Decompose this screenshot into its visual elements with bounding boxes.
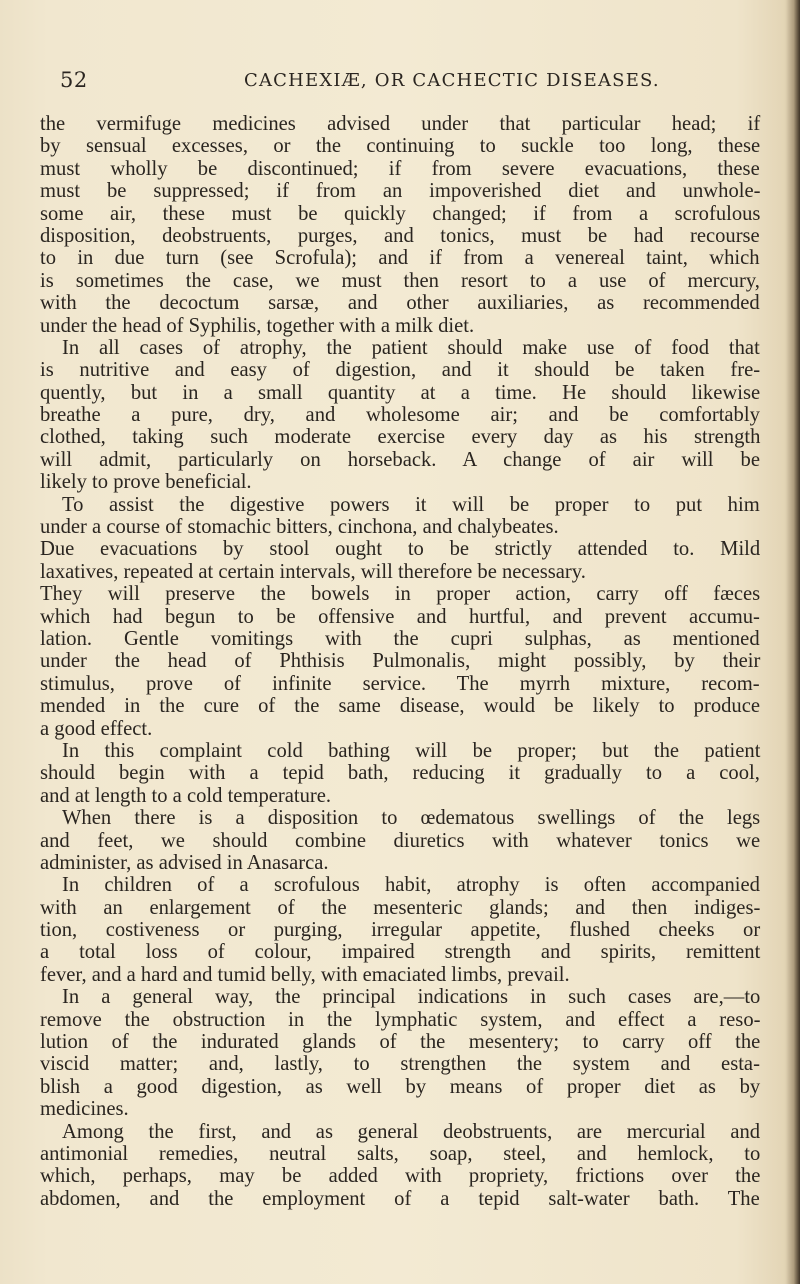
text-line: In this complaint cold bathing will be proper; but the patient xyxy=(62,739,761,762)
text-line: remove the obstruction in the lymphatic system, and effect a reso- xyxy=(40,1008,761,1031)
text-line: laxatives, repeated at certain intervals, will therefore be necessary. xyxy=(40,560,586,583)
text-line: to in due turn (see Scrofula); and if from a venereal taint, which xyxy=(40,247,760,270)
text-line: fever, and a hard and tumid belly, with emaciated limbs, prevail. xyxy=(40,963,570,986)
text-line: medicines. xyxy=(40,1098,129,1121)
text-line: and at length to a cold temperature. xyxy=(40,784,332,807)
text-line: In children of a scrofulous habit, atrophy is often accompanied xyxy=(62,874,760,897)
text-line: Among the first, and as general deobstruents, are mercurial and xyxy=(62,1120,761,1143)
text-line: by sensual excesses, or the continuing to suckle too long, these xyxy=(40,135,761,158)
text-line: under the head of Syphilis, together with a milk diet. xyxy=(40,314,475,337)
text-line: and feet, we should combine diuretics with whatever tonics we xyxy=(40,829,761,852)
text-line: stimulus, prove of infinite service. The myrrh mixture, recom- xyxy=(40,672,760,695)
text-line: with an enlargement of the mesenteric glands; and then indiges- xyxy=(40,896,761,919)
text-line: under a course of stomachic bitters, cinchona, and chalybeates. xyxy=(40,516,559,539)
text-line: In a general way, the principal indications in such cases are,—to xyxy=(62,986,761,1009)
text-line: abdomen, and the employment of a tepid salt-water bath. The xyxy=(40,1187,760,1210)
text-line: viscid matter; and, lastly, to strengthen the system and esta- xyxy=(40,1053,760,1076)
text-line: blish a good digestion, as well by means of proper diet as by xyxy=(40,1075,761,1098)
page-edge-shadow xyxy=(786,0,800,1284)
text-line: which had begun to be offensive and hurtful, and prevent accumu- xyxy=(40,605,760,628)
text-line: lution of the indurated glands of the mesentery; to carry off the xyxy=(40,1031,761,1054)
text-line: which, perhaps, may be added with propriety, frictions over the xyxy=(40,1165,761,1188)
running-head: CACHEXIÆ, OR CACHECTIC DISEASES. xyxy=(244,70,660,91)
text-line: antimonial remedies, neutral salts, soap, steel, and hemlock, to xyxy=(40,1142,761,1165)
text-line: To assist the digestive powers it will be proper to put him xyxy=(62,493,760,516)
text-line: breathe a pure, dry, and wholesome air; and be comfortably xyxy=(40,404,760,427)
text-line: In all cases of atrophy, the patient should make use of food that xyxy=(62,336,760,359)
text-line: is nutritive and easy of digestion, and it should be taken fre- xyxy=(40,359,761,382)
text-line: will admit, particularly on horseback. A change of air will be xyxy=(40,448,760,471)
text-line: a total loss of colour, impaired strength and spirits, remittent xyxy=(40,941,761,964)
text-line: lation. Gentle vomitings with the cupri sulphas, as mentioned xyxy=(40,627,760,650)
text-line: Due evacuations by stool ought to be strictly attended to. Mild xyxy=(40,538,761,561)
text-line: a good effect. xyxy=(40,717,153,740)
text-line: disposition, deobstruents, purges, and tonics, must be had recourse xyxy=(40,224,760,247)
text-line: clothed, taking such moderate exercise every day as his strength xyxy=(40,426,761,449)
page-number: 52 xyxy=(60,68,88,92)
text-line: under the head of Phthisis Pulmonalis, might possibly, by their xyxy=(40,650,761,673)
text-line: with the decoctum sarsæ, and other auxiliaries, as recommended xyxy=(40,292,760,315)
body-text xyxy=(40,113,760,1210)
page-header xyxy=(60,68,760,98)
text-line: is sometimes the case, we must then resort to a use of mercury, xyxy=(40,269,760,292)
text-line: must wholly be discontinued; if from severe evacuations, these xyxy=(40,157,760,180)
text-line: mended in the cure of the same disease, would be likely to produce xyxy=(40,695,760,718)
text-line: must be suppressed; if from an impoverished diet and unwhole- xyxy=(40,180,761,203)
text-line: tion, costiveness or purging, irregular appetite, flushed cheeks or xyxy=(40,919,761,942)
text-line: the vermifuge medicines advised under that particular head; if xyxy=(40,113,761,135)
text-line: some air, these must be quickly changed; if from a scrofulous xyxy=(40,202,761,225)
text-line: should begin with a tepid bath, reducing it gradually to a cool, xyxy=(40,762,760,785)
text-line: likely to prove beneficial. xyxy=(40,471,252,494)
text-line: When there is a disposition to œdematous swellings of the legs xyxy=(62,807,761,830)
text-line: quently, but in a small quantity at a time. He should likewise xyxy=(40,381,761,404)
text-line: They will preserve the bowels in proper action, carry off fæces xyxy=(40,583,761,606)
text-line: administer, as advised in Anasarca. xyxy=(40,851,329,874)
